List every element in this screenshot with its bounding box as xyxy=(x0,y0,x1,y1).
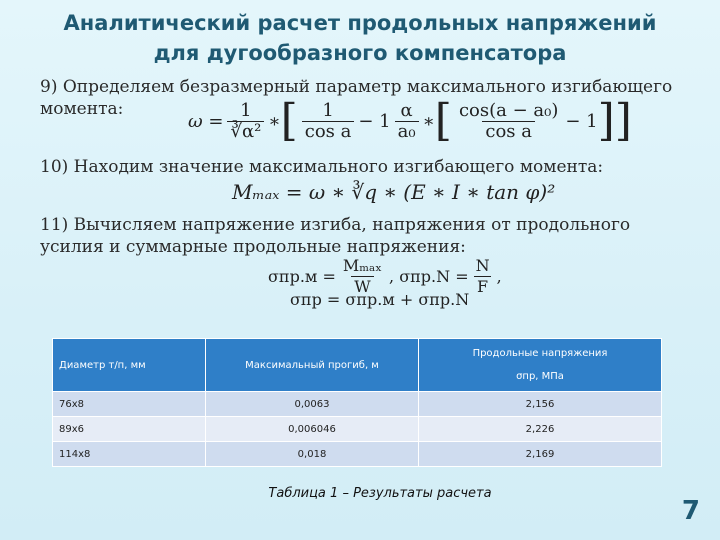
table-caption: Таблица 1 – Результаты расчета xyxy=(268,486,492,501)
title-line-1: Аналитический расчет продольных напряжений xyxy=(63,11,657,35)
omega-frac-2-den: cos a xyxy=(302,121,355,142)
sigma-m-num: Mₘₐₓ xyxy=(342,255,383,275)
step-9-text: 9) Определяем безразмерный параметр максимального изгибающего момента: xyxy=(40,77,673,119)
omega-frac-3-num: α xyxy=(400,99,413,121)
step-11-text: 11) Вычисляем напряжение изгиба, напряжения от продольного усилия и суммарные продольные напряжения: xyxy=(40,215,631,257)
omega-frac-1 xyxy=(227,101,264,142)
cell-diameter: 114x8 xyxy=(53,442,206,467)
omega-frac-4-den: cos a xyxy=(482,121,535,142)
omega-frac-2 xyxy=(302,101,355,142)
page-number: 7 xyxy=(681,496,700,526)
omega-minus-2: − 1 xyxy=(565,110,598,132)
omega-frac-3 xyxy=(395,101,419,142)
omega-frac-1-den: ∛α² xyxy=(227,121,264,142)
cell-deflection: 0,0063 xyxy=(206,392,419,417)
omega-frac-3-den: a₀ xyxy=(395,121,419,142)
omega-frac-4 xyxy=(456,101,561,142)
table-row xyxy=(53,392,662,417)
sigma-n-lhs: , σпр.N = xyxy=(389,266,469,286)
omega-frac-1-num: 1 xyxy=(240,99,252,121)
sigma-n-tail: , xyxy=(496,266,502,286)
cell-stress: 2,156 xyxy=(419,392,662,417)
header-stress xyxy=(419,339,662,392)
cell-stress: 2,226 xyxy=(419,417,662,442)
header-diameter: Диаметр т/п, мм xyxy=(53,339,206,392)
cell-stress: 2,169 xyxy=(419,442,662,467)
table-row xyxy=(53,442,662,467)
cell-diameter: 89x6 xyxy=(53,417,206,442)
cell-deflection: 0,006046 xyxy=(206,417,419,442)
header-deflection: Максимальный прогиб, м xyxy=(206,339,419,392)
sigma-sum-formula: σпр = σпр.м + σпр.N xyxy=(290,290,470,309)
title-line-2: для дугообразного компенсатора xyxy=(153,41,567,65)
sigma-n-frac xyxy=(473,256,493,297)
omega-formula: ω = $\frac{1}{\text{∛α²}}$ ∗ [ $\frac{1}{\text{cos a}}$ − 1 $\frac{\alpha}{\text{a₀}}$ ∗ [ $\frac{\text{cos(a − a₀)}}{\text{cos a}}$ − 1 ]] xyxy=(188,95,632,146)
mmax-formula: Mₘₐₓ = ω ∗ ∛q ∗ (E ∗ I ∗ tan φ)² xyxy=(232,180,556,204)
sigma-n-num: N xyxy=(475,255,490,275)
cell-deflection: 0,018 xyxy=(206,442,419,467)
table-row xyxy=(53,417,662,442)
cell-diameter: 76x8 xyxy=(53,392,206,417)
table-header-row xyxy=(53,339,662,392)
omega-frac-4-num: cos(a − a₀) xyxy=(458,99,559,121)
sigma-m-den: W xyxy=(351,276,373,297)
step-10-text: 10) Находим значение максимального изгибающего момента: xyxy=(40,157,604,177)
sigma-m-lhs: σпр.м = xyxy=(268,266,336,286)
header-stress-line1: Продольные напряжения xyxy=(472,348,608,359)
omega-lhs: ω = xyxy=(188,110,224,132)
omega-minus-1: − 1 xyxy=(358,110,391,132)
sigma-n-den: F xyxy=(474,276,491,297)
results-table xyxy=(52,338,662,467)
header-stress-line2: σпр, МПа xyxy=(516,371,564,382)
omega-frac-2-num: 1 xyxy=(322,99,334,121)
slide-title xyxy=(0,8,720,68)
